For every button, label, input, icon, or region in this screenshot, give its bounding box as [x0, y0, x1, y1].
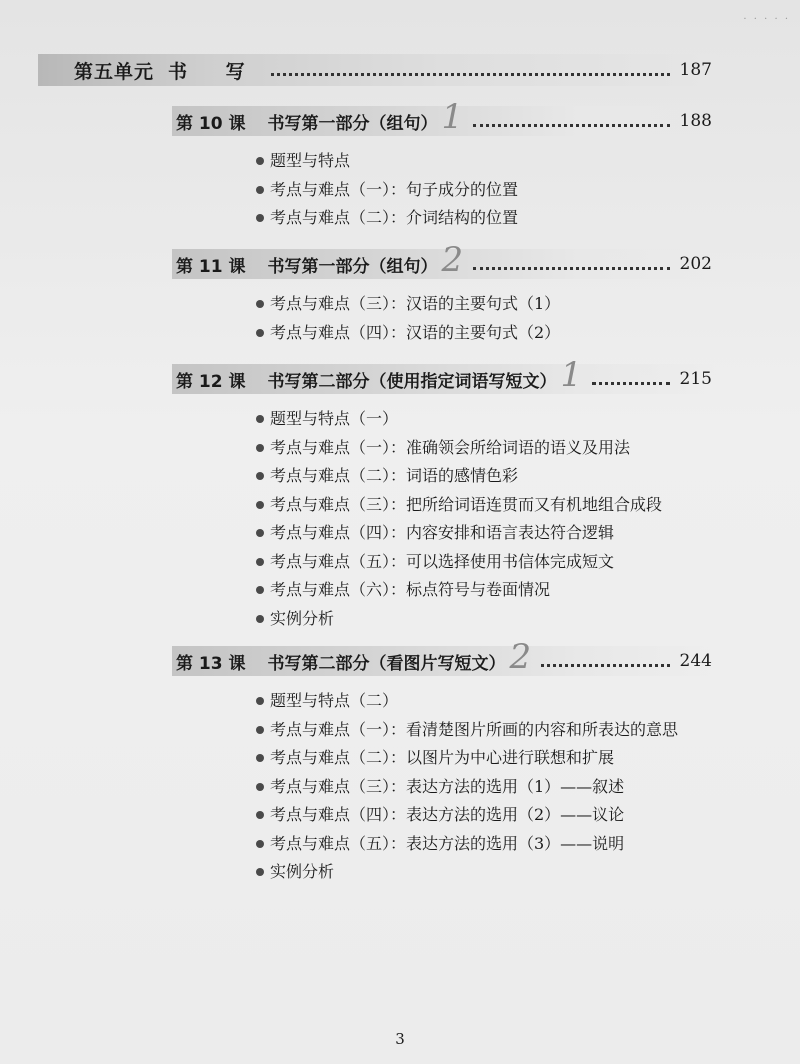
- lesson-title-text: 书写第二部分（使用指定词语写短文）: [267, 371, 557, 392]
- lesson-item-list: [172, 405, 716, 633]
- item-text: 考点与难点（三）：汉语的主要句式（1）: [270, 294, 561, 313]
- list-item: [256, 176, 716, 205]
- lesson-title: [172, 252, 438, 277]
- leader-dots: [541, 663, 669, 667]
- item-text: 考点与难点（四）：汉语的主要句式（2）: [270, 322, 561, 342]
- list-item: [256, 434, 716, 463]
- item-text: 考点与难点（五）：可以选择使用书信体完成短文: [270, 551, 615, 571]
- item-text: 考点与难点（二）：以图片为中心进行联想和扩展: [270, 748, 615, 767]
- bullet-icon: [256, 444, 264, 452]
- page-number: 3: [395, 1030, 405, 1048]
- list-item: [256, 716, 716, 745]
- lesson-page-number: 244: [679, 651, 712, 671]
- list-item: [256, 491, 716, 520]
- bullet-icon: [256, 615, 264, 623]
- lesson-number: 第 13 课: [176, 653, 246, 674]
- list-item: [256, 462, 716, 491]
- lesson-page-number: 215: [679, 369, 712, 389]
- lesson-title: [172, 367, 557, 392]
- item-text: 考点与难点（一）：看清楚图片所画的内容和所表达的意思: [270, 719, 679, 739]
- item-text: 考点与难点（三）：表达方法的选用（1）——叙述: [270, 776, 625, 796]
- leader-dots: [592, 381, 669, 385]
- bullet-icon: [256, 840, 264, 848]
- lesson-10: [172, 97, 716, 233]
- lesson-heading: [172, 97, 716, 137]
- list-item: [256, 687, 716, 716]
- lesson-13: [172, 637, 716, 887]
- lesson-title-text: 书写第一部分（组句）: [267, 256, 438, 277]
- lesson-title-text: 书写第一部分（组句）: [267, 113, 438, 134]
- list-item: [256, 405, 716, 434]
- lesson-number: 第 10 课: [176, 113, 246, 134]
- lesson-page-number: 202: [679, 254, 712, 274]
- item-text: 考点与难点（二）：介词结构的位置: [270, 208, 519, 227]
- item-text: 题型与特点（一）: [270, 409, 399, 428]
- list-item: [256, 548, 716, 577]
- list-item: [256, 290, 716, 319]
- lesson-heading: [172, 240, 716, 280]
- lesson-heading: [172, 637, 716, 677]
- unit-title: [74, 57, 261, 84]
- bullet-icon: [256, 186, 264, 194]
- item-text: 考点与难点（一）：准确领会所给词语的语义及用法: [270, 437, 631, 457]
- bullet-icon: [256, 697, 264, 705]
- list-item: [256, 773, 716, 802]
- bullet-icon: [256, 868, 264, 876]
- item-text: 实例分析: [270, 608, 335, 628]
- unit-heading: [38, 54, 716, 86]
- list-item: [256, 519, 716, 548]
- lesson-number: 第 12 课: [176, 371, 246, 392]
- item-text: 考点与难点（一）：句子成分的位置: [270, 179, 519, 199]
- item-text: 考点与难点（二）：词语的感情色彩: [270, 466, 519, 485]
- item-text: 考点与难点（四）：内容安排和语言表达符合逻辑: [270, 523, 615, 542]
- lesson-item-list: [172, 147, 716, 233]
- bullet-icon: [256, 300, 264, 308]
- corner-dots: · · · · ·: [743, 14, 790, 25]
- item-text: 实例分析: [270, 862, 335, 881]
- list-item: [256, 830, 716, 859]
- unit-page-number: 187: [679, 60, 712, 80]
- bullet-icon: [256, 558, 264, 566]
- item-text: 考点与难点（三）：把所给词语连贯而又有机地组合成段: [270, 494, 663, 514]
- bullet-icon: [256, 726, 264, 734]
- unit-subtitle: 书 写: [168, 60, 261, 83]
- bullet-icon: [256, 754, 264, 762]
- list-item: [256, 605, 716, 634]
- list-item: [256, 204, 716, 233]
- lesson-11: [172, 240, 716, 347]
- lesson-digit: 2: [441, 240, 464, 280]
- item-text: 题型与特点: [270, 151, 351, 170]
- bullet-icon: [256, 214, 264, 222]
- bullet-icon: [256, 783, 264, 791]
- list-item: [256, 576, 716, 605]
- list-item: [256, 858, 716, 887]
- lesson-12: [172, 355, 716, 633]
- bullet-icon: [256, 501, 264, 509]
- bullet-icon: [256, 529, 264, 537]
- item-text: 考点与难点（六）：标点符号与卷面情况: [270, 580, 551, 599]
- lesson-page-number: 188: [679, 111, 712, 131]
- lesson-digit: 1: [560, 355, 583, 395]
- lesson-title-text: 书写第二部分（看图片写短文）: [267, 653, 506, 674]
- bullet-icon: [256, 415, 264, 423]
- list-item: [256, 801, 716, 830]
- lesson-item-list: [172, 687, 716, 887]
- item-text: 题型与特点（二）: [270, 691, 399, 710]
- bullet-icon: [256, 586, 264, 594]
- lesson-item-list: [172, 290, 716, 347]
- unit-title-label: 第五单元: [74, 60, 155, 83]
- bullet-icon: [256, 472, 264, 480]
- bullet-icon: [256, 329, 264, 337]
- list-item: [256, 319, 716, 348]
- lesson-title: [172, 109, 438, 134]
- list-item: [256, 744, 716, 773]
- item-text: 考点与难点（五）：表达方法的选用（3）——说明: [270, 833, 625, 853]
- leader-dots: [473, 266, 669, 270]
- lesson-heading: [172, 355, 716, 395]
- lesson-digit: 2: [509, 637, 532, 677]
- leader-dots: [473, 123, 669, 127]
- list-item: [256, 147, 716, 176]
- lesson-digit: 1: [441, 97, 464, 137]
- item-text: 考点与难点（四）：表达方法的选用（2）——议论: [270, 805, 625, 824]
- leader-dots: [271, 72, 670, 76]
- bullet-icon: [256, 157, 264, 165]
- lesson-title: [172, 649, 506, 674]
- lesson-number: 第 11 课: [176, 256, 246, 277]
- bullet-icon: [256, 811, 264, 819]
